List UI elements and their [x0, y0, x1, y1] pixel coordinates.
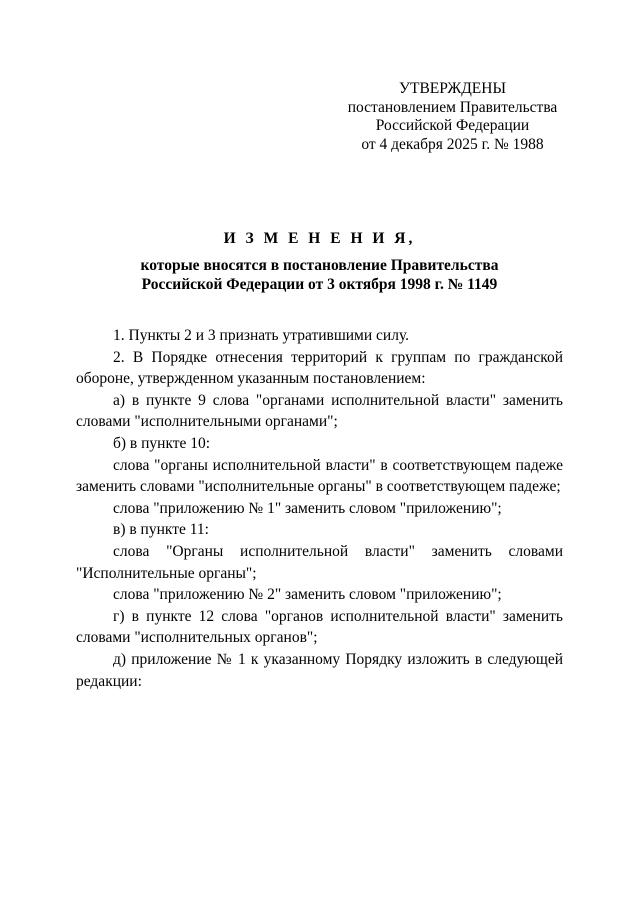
- approval-line: постановлением Правительства: [347, 98, 558, 116]
- paragraph: слова "приложению № 2" заменить словом "приложению";: [113, 586, 502, 604]
- subtitle-line: Российской Федерации от 3 октября 1998 г. № 1149: [141, 276, 498, 293]
- document-body: [76, 325, 563, 692]
- approval-line: Российской Федерации: [375, 117, 530, 134]
- paragraph: 2. В Порядке отнесения территорий к группам по гражданской обороне, утвержденном указанным постановлением:: [76, 348, 563, 388]
- document-title: И З М Е Н Е Н И Я,: [223, 230, 416, 247]
- paragraph: слова "приложению № 1" заменить словом "приложению";: [113, 499, 502, 517]
- document-subtitle: [76, 256, 563, 294]
- paragraph: г) в пункте 12 слова "органов исполнительной власти" заменить словами "исполнительных органов";: [76, 607, 563, 647]
- paragraph: 1. Пункты 2 и 3 признать утратившими силу.: [113, 327, 410, 344]
- subtitle-line: которые вносятся в постановление Правительства: [140, 257, 499, 274]
- approval-block: [340, 80, 565, 154]
- paragraph: д) приложение № 1 к указанному Порядку изложить в следующей редакции:: [76, 650, 563, 690]
- paragraph: слова "Органы исполнительной власти" заменить словами "Исполнительные органы";: [76, 542, 563, 582]
- paragraph: б) в пункте 10:: [113, 434, 211, 452]
- approval-line: от 4 декабря 2025 г. № 1988: [361, 135, 544, 153]
- paragraph: слова "органы исполнительной власти" в соответствующем падеже заменить словами "исполнительные органы" в соответствующем падеже;: [76, 456, 563, 496]
- paragraph: в) в пункте 11:: [113, 521, 209, 539]
- paragraph: а) в пункте 9 слова "органами исполнительной власти" заменить словами "исполнительными органами";: [76, 391, 563, 431]
- approval-heading: УТВЕРЖДЕНЫ: [399, 80, 506, 97]
